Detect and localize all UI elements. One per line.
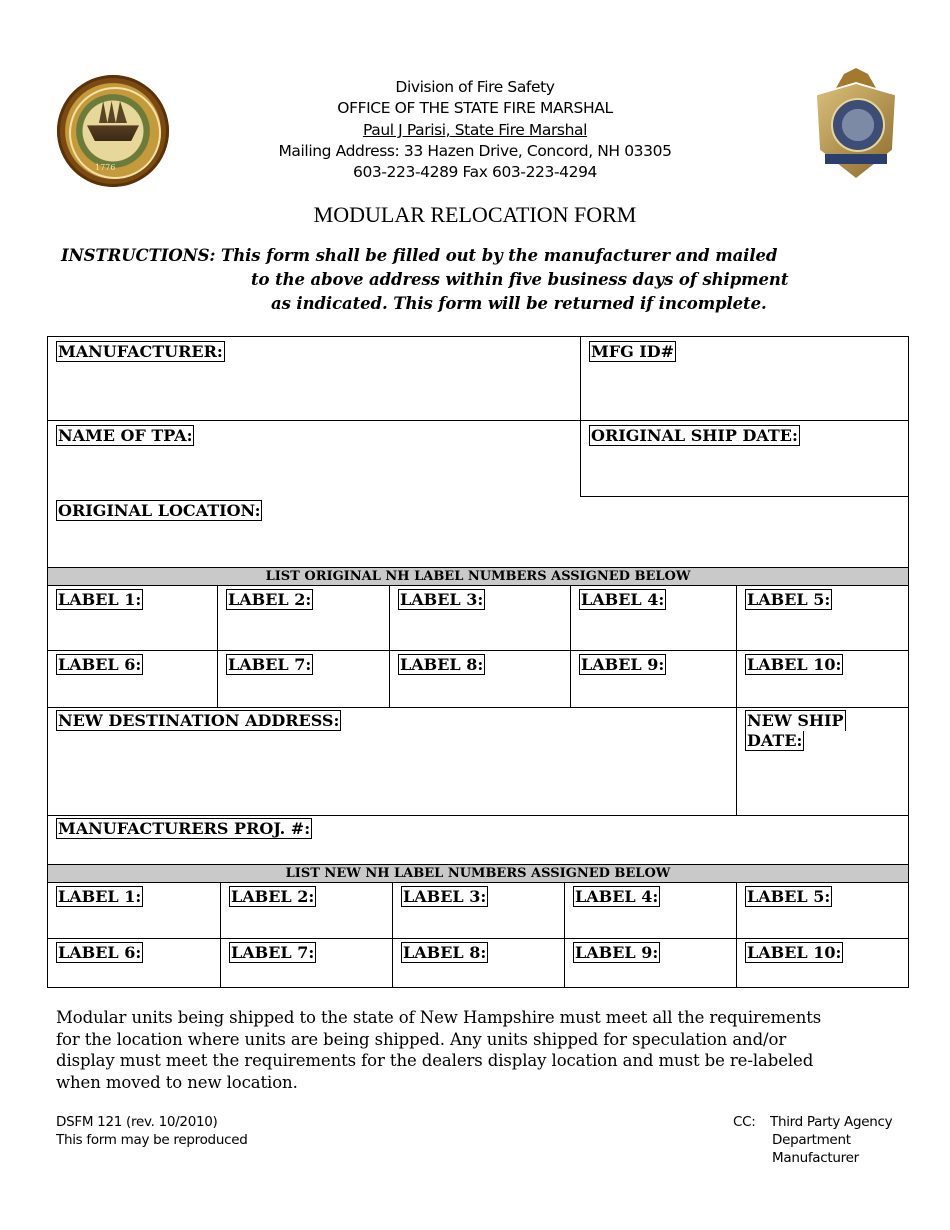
mfg-id-label: MFG ID#	[591, 342, 675, 361]
form-bottom-border	[47, 987, 909, 988]
original-location-field[interactable]	[47, 497, 909, 568]
seal-year: 1776	[95, 163, 116, 172]
new-label-9-field[interactable]	[564, 938, 736, 988]
form-number: DSFM 121 (rev. 10/2010)	[56, 1114, 218, 1130]
new-label-8-label: LABEL 8:	[403, 943, 487, 962]
new-label-9-label: LABEL 9:	[575, 943, 659, 962]
header-address: Mailing Address: 33 Hazen Drive, Concord, NH 03305	[278, 142, 672, 160]
cc-manufacturer: Manufacturer	[772, 1150, 859, 1166]
original-label-1-label: LABEL 1:	[58, 590, 142, 609]
requirements-paragraph	[56, 1007, 906, 1093]
paragraph-line-4: when moved to new location.	[56, 1072, 298, 1092]
original-label-4-field[interactable]	[570, 586, 736, 650]
paragraph-line-1: Modular units being shipped to the state of New Hampshire must meet all the requirements	[56, 1008, 822, 1027]
new-label-4-field[interactable]	[564, 883, 736, 938]
original-ship-date-label: ORIGINAL SHIP DATE:	[591, 426, 798, 445]
new-ship-date-field[interactable]	[736, 707, 909, 815]
original-label-8-label: LABEL 8:	[400, 655, 484, 674]
original-label-7-label: LABEL 7:	[228, 655, 312, 674]
new-label-2-field[interactable]	[220, 883, 392, 938]
new-label-1-field[interactable]	[47, 883, 220, 938]
original-location-label: ORIGINAL LOCATION:	[58, 501, 261, 520]
original-labels-row-2	[47, 650, 909, 707]
original-label-9-label: LABEL 9:	[581, 655, 665, 674]
original-label-5-field[interactable]	[736, 586, 909, 650]
paragraph-line-2: for the location where units are being shipped. Any units shipped for speculation and/or	[56, 1029, 787, 1049]
instructions-line-1: INSTRUCTIONS: This form shall be filled out by the manufacturer and mailed	[61, 246, 778, 265]
original-label-6-field[interactable]	[47, 650, 217, 707]
original-label-3-label: LABEL 3:	[400, 590, 484, 609]
new-label-8-field[interactable]	[392, 938, 564, 988]
form-row-tpa	[47, 420, 909, 497]
new-destination-address-label: NEW DESTINATION ADDRESS:	[58, 711, 340, 730]
form-row-manufacturer	[47, 336, 909, 420]
header-marshal-name: Paul J Parisi, State Fire Marshal	[362, 121, 588, 139]
new-ship-date-label-line-2: DATE:	[747, 731, 803, 750]
cc-department: Department	[772, 1132, 851, 1148]
manufacturers-proj-label: MANUFACTURERS PROJ. #:	[58, 819, 311, 838]
original-label-2-field[interactable]	[217, 586, 389, 650]
original-ship-date-field[interactable]	[580, 420, 909, 497]
form-row-original-location	[47, 497, 909, 568]
manufacturer-label: MANUFACTURER:	[58, 342, 223, 361]
form-row-proj	[47, 815, 909, 864]
new-ship-date-label-line-1: NEW SHIP	[747, 711, 844, 730]
new-label-3-label: LABEL 3:	[403, 887, 487, 906]
header-office: OFFICE OF THE STATE FIRE MARSHAL	[337, 99, 613, 117]
new-label-7-label: LABEL 7:	[231, 943, 315, 962]
original-label-7-field[interactable]	[217, 650, 389, 707]
mfg-id-field[interactable]	[580, 336, 909, 420]
new-label-6-field[interactable]	[47, 938, 220, 988]
new-label-1-label: LABEL 1:	[58, 887, 142, 906]
original-label-2-label: LABEL 2:	[228, 590, 312, 609]
original-label-1-field[interactable]	[47, 586, 217, 650]
cc-label: CC:	[733, 1114, 756, 1130]
header-division: Division of Fire Safety	[395, 78, 555, 96]
form-row-new-destination	[47, 707, 909, 815]
page-title: MODULAR RELOCATION FORM	[313, 202, 637, 227]
original-label-9-field[interactable]	[570, 650, 736, 707]
original-label-10-field[interactable]	[736, 650, 909, 707]
new-destination-address-field[interactable]	[47, 707, 736, 815]
new-label-6-label: LABEL 6:	[58, 943, 142, 962]
manufacturers-proj-field[interactable]	[47, 815, 909, 864]
new-labels-row-2	[47, 938, 909, 988]
original-label-4-label: LABEL 4:	[581, 590, 665, 609]
original-label-10-label: LABEL 10:	[747, 655, 842, 674]
original-label-3-field[interactable]	[389, 586, 570, 650]
original-label-8-field[interactable]	[389, 650, 570, 707]
new-label-10-field[interactable]	[736, 938, 909, 988]
new-label-2-label: LABEL 2:	[231, 887, 315, 906]
reproduce-note: This form may be reproduced	[56, 1132, 248, 1148]
new-labels-banner: LIST NEW NH LABEL NUMBERS ASSIGNED BELOW	[47, 864, 909, 883]
header-marshal	[0, 121, 950, 139]
name-of-tpa-label: NAME OF TPA:	[58, 426, 193, 445]
cc-third-party-agency: Third Party Agency	[770, 1114, 893, 1130]
name-of-tpa-field[interactable]	[47, 420, 580, 497]
instructions-line-3: as indicated. This form will be returned if incomplete.	[271, 294, 767, 313]
new-label-4-label: LABEL 4:	[575, 887, 659, 906]
paragraph-line-3: display must meet the requirements for the dealers display location and must be re-labeled	[56, 1051, 814, 1070]
manufacturer-field[interactable]	[47, 336, 580, 420]
new-label-7-field[interactable]	[220, 938, 392, 988]
new-label-5-label: LABEL 5:	[747, 887, 831, 906]
new-labels-row-1	[47, 883, 909, 938]
new-label-5-field[interactable]	[736, 883, 909, 938]
original-label-6-label: LABEL 6:	[58, 655, 142, 674]
original-labels-row-1	[47, 586, 909, 650]
header-phone: 603-223-4289 Fax 603-223-4294	[352, 163, 598, 181]
instructions-line-2: to the above address within five business days of shipment	[251, 270, 789, 289]
original-label-5-label: LABEL 5:	[747, 590, 831, 609]
original-labels-banner: LIST ORIGINAL NH LABEL NUMBERS ASSIGNED BELOW	[47, 567, 909, 586]
new-label-3-field[interactable]	[392, 883, 564, 938]
new-label-10-label: LABEL 10:	[747, 943, 842, 962]
